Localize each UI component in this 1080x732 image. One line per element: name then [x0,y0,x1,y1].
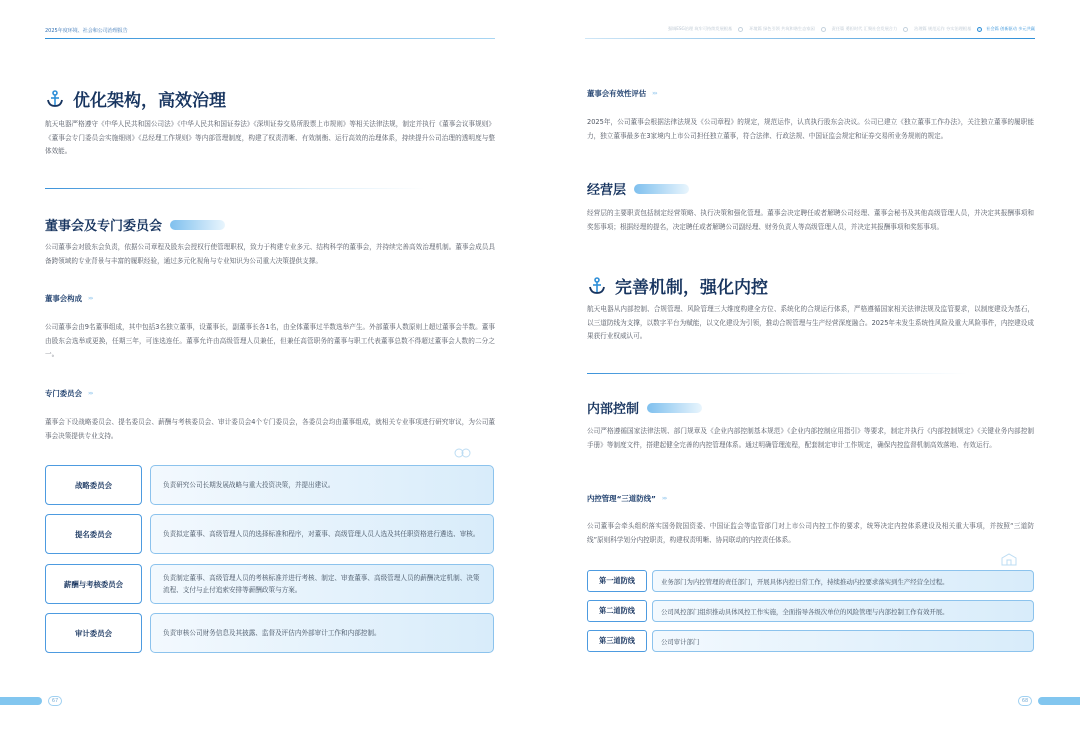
main-title-text: 优化架构，高效治理 [73,91,226,111]
controls-intro: 航天电器从内部控制、合规管理、风险管理三大维度构建全方位、系统化的合规运行体系，严格遵循国家相关法律法规及监管要求，以制度建设为基石，以三道防线为支撑，以数字平台为赋能，以文化建设为引领，推动合规管理与生产经营深度融合。2025年未发生系统性风险及重大风险事件，内控建设成果获行业权威认可。 [587,305,1034,341]
double-chevron-right-icon: ››› [661,495,667,502]
double-chevron-right-icon: ››› [87,390,93,397]
footer-bar [1038,697,1080,705]
management-paragraph: 经营层的主要职责包括制定经营策略、执行决策和强化管理。董事会决定聘任或者解聘公司经理、董事会秘书及其他高级管理人员，并决定其报酬事项和奖惩事项；根据经理的提名，决定聘任或者解聘公司副经理、财务负责人等高级管理人员，并决定其报酬事项和奖惩事项。 [587,209,1034,231]
evaluation-title-text: 董事会有效性评估 [587,89,647,98]
evaluation-paragraph: 2025年，公司董事会根据法律法规及《公司章程》的规定，规范运作，认真执行股东会决议。公司已建立《独立董事工作办法》，关注独立董事的履职能力，独立董事最多在3家境内上市公司担任独立董事，符合法律、行政法规、中国证监会规定和证券交易所业务规则的规定。 [587,118,1034,140]
composition-subtitle [45,293,92,304]
anchor-icon [45,89,65,109]
anchor-icon [587,276,607,296]
committee-title-text: 专门委员会 [45,389,82,398]
management-title-text: 经营层 [587,183,627,198]
title-pill-decoration [170,220,225,230]
page-number: 68 [1018,696,1032,706]
governance-intro: 航天电器严格遵守《中华人民共和国公司法》《中华人民共和国证券法》《深圳证券交易所股票上市规则》等相关法律法规，制定并执行《董事会议事规则》《董事会专门委员会实施细则》《总经理工作规则》等内部管理制度，构建了权责清晰、有效制衡、运行高效的治理体系，持续提升公司治理的透明度与整体效能。 [45,120,495,156]
board-paragraph: 公司董事会对股东会负责，依据公司章程及股东会授权行使管理职权，致力于构建专业多元、结构科学的董事会，并持续完善高效治理机制。董事会成员具备跨领域的专业背景与丰富的履职经验，通过多元化视角与专业知识为公司重大决策提供支撑。 [45,243,495,265]
defense-line-name: 第二道防线 [587,600,647,622]
main-title-text: 完善机制，强化内控 [615,278,768,298]
internal-control-paragraph: 公司严格遵循国家法律法规、部门规章及《企业内部控制基本规范》《企业内部控制应用指引》等要求，制定并执行《内部控制规定》《关键业务内部控制手册》等制度文件，搭建起健全完善的内控管理体系。通过明确管理流程，配套制定审计工作规定，确保内控监督机制高效落地、有效运行。 [587,427,1034,449]
committee-desc: 负责研究公司长期发展战略与重大投资决策，并提出建议。 [150,465,494,505]
header-divider [45,38,495,39]
header-divider [585,38,1035,39]
right-page [540,0,1080,732]
three-lines-title-text: 内控管理“三道防线” [587,494,656,503]
three-lines-paragraph: 公司董事会牵头组织落实国务院国资委、中国证监会等监管部门对上市公司内控工作的要求，统筹决定内控体系建设及相关重大事项，并按照“三道防线”原则科学划分内控职责，构建权责明晰、协同联动的内控责任体系。 [587,522,1034,544]
three-lines-subtitle [587,493,666,504]
section-title-governance [45,86,226,111]
composition-paragraph: 公司董事会由9名董事组成，其中包括3名独立董事，设董事长，副董事长各1名，由全体董事过半数选举产生。外部董事人数原则上超过董事会半数。董事由股东会选举或更换，任期三年，可连选连任。董事允许由高级管理人员兼任，但兼任高管职务的董事与职工代表董事总数不得超过董事会人数的二分之一。 [45,323,495,359]
defense-line-name: 第一道防线 [587,570,647,592]
chapter-nav-label: 治理篇 规范运作 夯实治理根基 [914,26,972,31]
section-divider [587,373,967,374]
defense-line-desc: 公司审计部门 [652,630,1034,652]
chapter-nav-label: 强调ESG治理 筑牢可持续发展根基 [667,26,733,31]
defense-line-desc: 公司风控部门组织推动具体风控工作实施，全面指导各级次单位的风险管理与内部控制工作有效开展。 [652,600,1034,622]
committee-subtitle [45,388,92,399]
board-section-title [45,215,225,234]
footer-bar [0,697,42,705]
composition-title-text: 董事会构成 [45,294,82,303]
committee-desc: 负责审核公司财务信息及其披露、监督及评估内外部审计工作和内部控制。 [150,613,494,653]
double-chevron-right-icon: ››› [87,295,93,302]
committee-name: 提名委员会 [45,514,142,554]
internal-control-section-title [587,398,702,417]
committee-name: 薪酬与考核委员会 [45,564,142,604]
page-number: 67 [48,696,62,706]
section-title-controls [587,273,768,298]
committee-paragraph: 董事会下设战略委员会、提名委员会、薪酬与考核委员会、审计委员会4个专门委员会，各委员会均由董事组成，就相关专业事项进行研究审议，为公司董事会决策提供专业支持。 [45,418,495,440]
double-chevron-right-icon: ››› [652,90,657,97]
committee-name: 审计委员会 [45,613,142,653]
section-divider [45,188,425,189]
committee-name: 战略委员会 [45,465,142,505]
defense-line-name: 第三道防线 [587,630,647,652]
circles-decoration-icon [453,445,473,459]
management-section-title [587,179,689,198]
title-pill-decoration [647,403,702,413]
internal-control-title-text: 内部控制 [587,402,640,417]
committee-desc: 负责制定董事、高级管理人员的考核标准并进行考核、制定、审查董事、高级管理人员的薪酬决定机制、决策流程、支付与止付追索安排等薪酬政策与方案。 [150,564,494,604]
chapter-nav-label: 社会篇 创新驱动 多元共赢 [986,26,1035,31]
chapter-nav-label: 环境篇 绿色引领 共筑和谐生态家园 [749,26,815,31]
building-decoration-icon [1000,552,1018,566]
title-pill-decoration [634,184,689,194]
defense-line-desc: 业务部门为内控管理的责任部门，开展具体内控日常工作，持续推动内控要求落实到生产经营全过程。 [652,570,1034,592]
committee-desc: 负责拟定董事、高级管理人员的选择标准和程序，对董事、高级管理人员人选及其任职资格进行遴选、审核。 [150,514,494,554]
board-title-text: 董事会及专门委员会 [45,219,163,234]
report-header-title: 2025年度环境、社会和公司治理报告 [45,28,128,34]
chapter-nav-label: 责任篇 勇担时代 汇聚社会发展合力 [831,26,898,31]
evaluation-subtitle [587,88,657,99]
